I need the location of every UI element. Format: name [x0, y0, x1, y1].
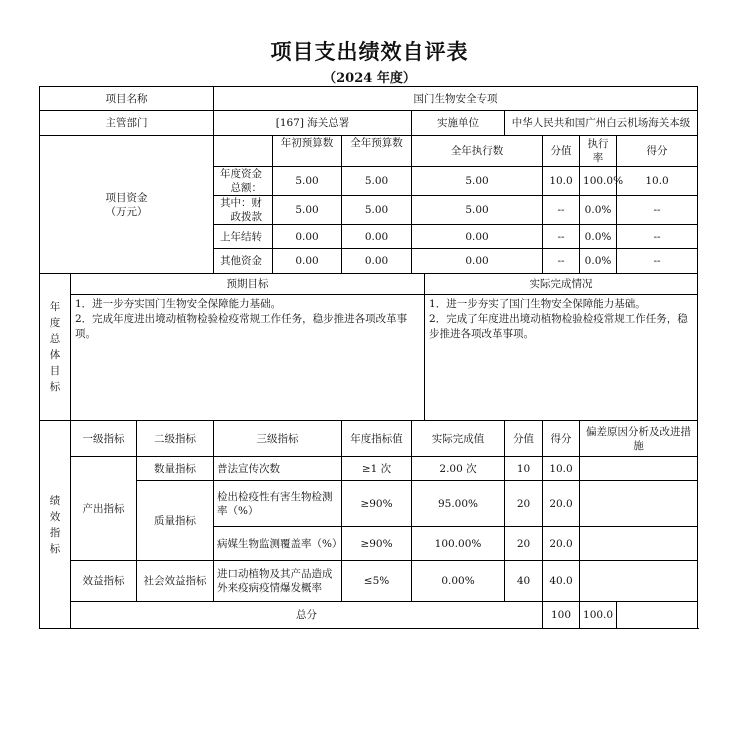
row-dept	[40, 111, 698, 136]
perf-header-score-max: 分值	[505, 421, 543, 457]
dept-label: 主管部门	[40, 111, 214, 136]
funds-cell: 0.00	[273, 249, 342, 274]
perf-l3: 普法宣传次数	[214, 457, 342, 481]
perf-row	[40, 457, 698, 481]
perf-side-label: 绩 效 指 标	[40, 421, 71, 629]
funds-cell: --	[543, 196, 580, 225]
goals-header-row	[40, 274, 698, 295]
funds-cell: 5.00	[412, 196, 543, 225]
funds-header-score: 得分	[617, 136, 698, 167]
perf-l3: 进口动植物及其产品造成外来疫病疫情爆发概率	[214, 561, 342, 602]
perf-note	[580, 457, 698, 481]
perf-note	[580, 561, 698, 602]
funds-header-initial-budget: 年初预算数	[273, 136, 342, 167]
perf-header-note: 偏差原因分析及改进措施	[580, 421, 698, 457]
funds-cell: --	[617, 196, 698, 225]
funds-cell: --	[543, 249, 580, 274]
goals-expected-text: 1．进一步夯实国门生物安全保障能力基础。 2．完成年度进出境动植物检验检疫常规工作任务，稳步推进各项改革事项。	[71, 295, 425, 421]
perf-score: 10.0	[543, 457, 580, 481]
funds-header-score-max: 分值	[543, 136, 580, 167]
goals-actual-header: 实际完成情况	[425, 274, 698, 295]
perf-target: ≥90%	[342, 527, 412, 561]
funds-cell: 0.00	[412, 225, 543, 249]
perf-note	[580, 481, 698, 527]
perf-actual: 100.00%	[412, 527, 505, 561]
perf-score: 20.0	[543, 527, 580, 561]
perf-row	[40, 481, 698, 527]
funds-header-rate: 执行率	[580, 136, 617, 167]
funds-header-executed: 全年执行数	[412, 136, 543, 167]
perf-header-l3: 三级指标	[214, 421, 342, 457]
funds-cell: 0.00	[273, 225, 342, 249]
perf-l1-output: 产出指标	[71, 457, 137, 561]
funds-cell: 0.00	[342, 249, 412, 274]
funds-cell: 0.0%	[580, 225, 617, 249]
page-title: 项目支出绩效自评表	[270, 39, 469, 64]
perf-l3: 检出检疫性有害生物检测率（%）	[214, 481, 342, 527]
perf-row	[40, 561, 698, 602]
funds-cell: 5.00	[273, 167, 342, 196]
funds-cell: 5.00	[273, 196, 342, 225]
funds-cell: --	[617, 225, 698, 249]
funds-row-label: 其他资金	[214, 249, 273, 274]
perf-actual: 2.00 次	[412, 457, 505, 481]
perf-header-actual: 实际完成值	[412, 421, 505, 457]
perf-l1-effect: 效益指标	[71, 561, 137, 602]
funds-cell: 5.00	[342, 196, 412, 225]
funds-label-line2: （万元）	[105, 205, 148, 218]
funds-cell: 0.00	[412, 249, 543, 274]
perf-actual: 0.00%	[412, 561, 505, 602]
perf-score-max: 20	[505, 481, 543, 527]
perf-score-max: 40	[505, 561, 543, 602]
goals-side-label: 年 度 总 体 目 标	[40, 274, 71, 421]
funds-cell: 0.0%	[580, 249, 617, 274]
perf-target: ≥1 次	[342, 457, 412, 481]
perf-note	[580, 527, 698, 561]
total-row	[40, 602, 698, 629]
total-label: 总分	[71, 602, 543, 629]
perf-header-row	[40, 421, 698, 457]
funds-cell: 100.0%	[580, 167, 617, 196]
perf-target: ≥90%	[342, 481, 412, 527]
goals-expected-header: 预期目标	[71, 274, 425, 295]
perf-score: 20.0	[543, 481, 580, 527]
funds-cell: 10.0	[617, 167, 698, 196]
page-subtitle: （2024 年度）	[323, 71, 416, 86]
perf-score-max: 10	[505, 457, 543, 481]
perf-l2-social: 社会效益指标	[137, 561, 214, 602]
funds-header-annual-budget: 全年预算数	[342, 136, 412, 167]
funds-label-line1: 项目资金	[105, 191, 148, 204]
funds-cell: 0.0%	[580, 196, 617, 225]
funds-cell: --	[543, 225, 580, 249]
evaluation-table	[39, 86, 698, 629]
unit-value: 中华人民共和国广州白云机场海关本级	[505, 111, 698, 136]
total-max: 100	[543, 602, 580, 629]
perf-header-l1: 一级指标	[71, 421, 137, 457]
funds-cell: 5.00	[342, 167, 412, 196]
funds-cell: 5.00	[412, 167, 543, 196]
funds-cell: 10.0	[543, 167, 580, 196]
funds-header-blank	[214, 136, 273, 167]
funds-header-row	[40, 136, 698, 167]
funds-row-label: 其中：财政拨款	[214, 196, 273, 225]
goals-content-row	[40, 295, 698, 421]
perf-l2-quantity: 数量指标	[137, 457, 214, 481]
perf-header-score: 得分	[543, 421, 580, 457]
perf-actual: 95.00%	[412, 481, 505, 527]
perf-header-l2: 二级指标	[137, 421, 214, 457]
total-note	[617, 602, 698, 629]
perf-header-target: 年度指标值	[342, 421, 412, 457]
perf-l3: 病媒生物监测覆盖率（%）	[214, 527, 342, 561]
perf-l2-quality: 质量指标	[137, 481, 214, 561]
unit-label: 实施单位	[412, 111, 505, 136]
funds-row-label: 上年结转	[214, 225, 273, 249]
total-score: 100.0	[580, 602, 617, 629]
perf-score: 40.0	[543, 561, 580, 602]
perf-target: ≤5%	[342, 561, 412, 602]
goals-actual-text: 1．进一步夯实了国门生物安全保障能力基础。 2．完成了年度进出境动植物检验检疫常规工作任务，稳步推进各项改革事项。	[425, 295, 698, 421]
project-name: 国门生物安全专项	[214, 87, 698, 111]
row-project-name	[40, 87, 698, 111]
funds-label	[40, 136, 214, 274]
perf-score-max: 20	[505, 527, 543, 561]
project-name-label: 项目名称	[40, 87, 214, 111]
funds-cell: 0.00	[342, 225, 412, 249]
funds-cell: --	[617, 249, 698, 274]
dept-value: [167] 海关总署	[214, 111, 412, 136]
funds-row-label: 年度资金总额：	[214, 167, 273, 196]
